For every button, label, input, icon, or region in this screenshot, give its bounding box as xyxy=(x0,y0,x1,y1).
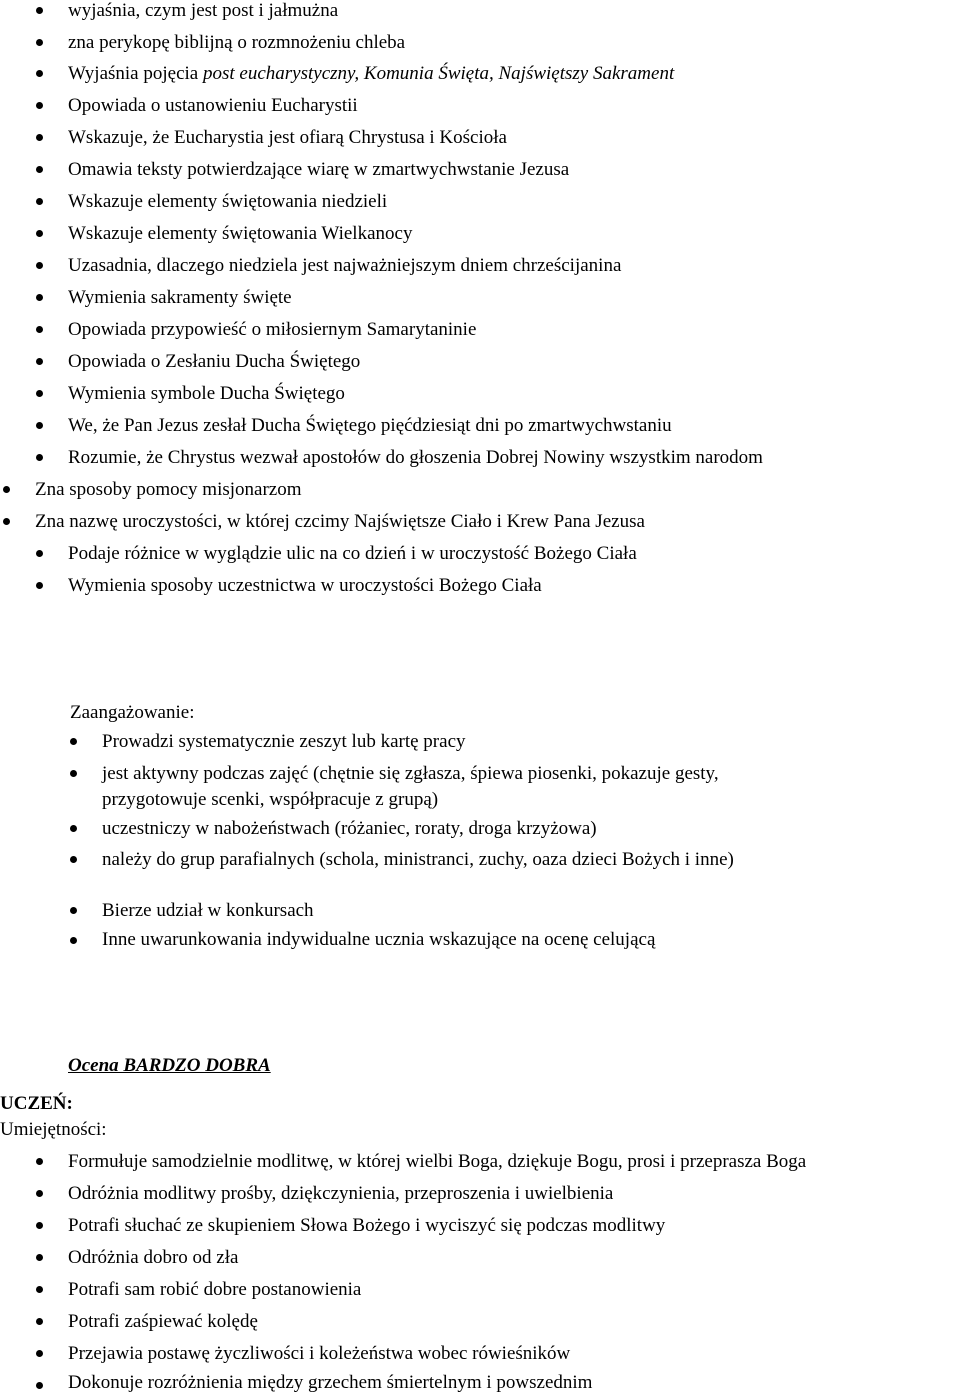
list-item: Podaje różnice w wyglądzie ulic na co dzień i w uroczystość Bożego Ciała xyxy=(68,543,637,564)
bullet xyxy=(70,770,77,777)
bullet xyxy=(36,39,43,46)
list-item: We, że Pan Jezus zesłał Ducha Świętego pięćdziesiąt dni po zmartwychwstaniu xyxy=(68,415,672,436)
list-item: Prowadzi systematycznie zeszyt lub kartę pracy xyxy=(102,731,466,752)
list-item: zna perykopę biblijną o rozmnożeniu chleba xyxy=(68,32,406,53)
list-item: uczestniczy w nabożeństwach (różaniec, roraty, droga krzyżowa) xyxy=(102,818,597,839)
bullet xyxy=(36,102,43,109)
bullet xyxy=(36,1158,43,1165)
bullet xyxy=(36,326,43,333)
bullet xyxy=(36,390,43,397)
bullet xyxy=(36,230,43,237)
bullet xyxy=(36,358,43,365)
list-item: Przejawia postawę życzliwości i koleżeństwa wobec rówieśników xyxy=(68,1343,571,1364)
skills-label: Umiejętności: xyxy=(0,1119,107,1140)
list-item: Omawia teksty potwierdzające wiarę w zmartwychwstanie Jezusa xyxy=(68,159,570,180)
bullet xyxy=(36,454,43,461)
list-item-continuation: przygotowuje scenki, współpracuje z grupą) xyxy=(102,789,439,810)
list-item: Wskazuje elementy świętowania Wielkanocy xyxy=(68,223,413,244)
list-item: należy do grup parafialnych (schola, ministranci, zuchy, oaza dzieci Bożych i inne) xyxy=(102,849,734,870)
bullet xyxy=(3,486,10,493)
terms-list: post eucharystyczny, Komunia Święta, Najświętszy Sakrament xyxy=(202,63,675,84)
list-item: Formułuje samodzielnie modlitwę, w której wielbi Boga, dziękuje Bogu, prosi i przeprasza Boga xyxy=(68,1151,807,1172)
bullet xyxy=(36,1254,43,1261)
list-item: Wymienia sakramenty święte xyxy=(68,287,292,308)
bullet xyxy=(36,1350,43,1357)
list-item: Dokonuje rozróżnienia między grzechem śmiertelnym i powszednim xyxy=(68,1372,593,1393)
bullet xyxy=(70,937,77,944)
grade-heading: Ocena BARDZO DOBRA xyxy=(68,1055,271,1076)
bullet xyxy=(36,198,43,205)
bullet xyxy=(36,1318,43,1325)
list-item: Wskazuje, że Eucharystia jest ofiarą Chrystusa i Kościoła xyxy=(68,127,507,148)
list-item: Wskazuje elementy świętowania niedzieli xyxy=(68,191,388,212)
list-item: Wymienia symbole Ducha Świętego xyxy=(68,383,345,404)
list-item: Potrafi sam robić dobre postanowienia xyxy=(68,1279,362,1300)
bullet xyxy=(70,738,77,745)
list-item: Potrafi słuchać ze skupieniem Słowa Bożego i wyciszyć się podczas modlitwy xyxy=(68,1215,666,1236)
list-item: Opowiada przypowieść o miłosiernym Samarytaninie xyxy=(68,319,477,340)
bullet xyxy=(36,262,43,269)
engagement-heading: Zaangażowanie: xyxy=(70,702,195,723)
bullet xyxy=(36,166,43,173)
list-item: Odróżnia modlitwy prośby, dziękczynienia, przeproszenia i uwielbienia xyxy=(68,1183,614,1204)
list-item: Zna sposoby pomocy misjonarzom xyxy=(35,479,302,500)
bullet xyxy=(36,70,43,77)
list-item: Zna nazwę uroczystości, w której czcimy Najświętsze Ciało i Krew Pana Jezusa xyxy=(35,511,645,532)
bullet xyxy=(36,1286,43,1293)
list-item: Inne uwarunkowania indywidualne ucznia wskazujące na ocenę celującą xyxy=(102,929,656,950)
bullet xyxy=(36,422,43,429)
bullet xyxy=(36,1222,43,1229)
bullet xyxy=(36,1382,43,1389)
list-item: Wymienia sposoby uczestnictwa w uroczystości Bożego Ciała xyxy=(68,575,542,596)
bullet xyxy=(36,582,43,589)
bullet xyxy=(70,825,77,832)
bullet xyxy=(36,134,43,141)
bullet xyxy=(70,856,77,863)
list-item: Bierze udział w konkursach xyxy=(102,900,314,921)
list-item: jest aktywny podczas zajęć (chętnie się zgłasza, śpiewa piosenki, pokazuje gesty, xyxy=(102,763,719,784)
list-item: Opowiada o ustanowieniu Eucharystii xyxy=(68,95,358,116)
student-label: UCZEŃ: xyxy=(0,1093,73,1114)
list-item: Potrafi zaśpiewać kolędę xyxy=(68,1311,258,1332)
bullet xyxy=(3,518,10,525)
list-item-terms xyxy=(68,63,674,85)
bullet xyxy=(36,1190,43,1197)
list-item: Odróżnia dobro od zła xyxy=(68,1247,239,1268)
bullet xyxy=(70,907,77,914)
terms-prefix: Wyjaśnia pojęcia xyxy=(68,63,203,84)
bullet xyxy=(36,7,43,14)
list-item: wyjaśnia, czym jest post i jałmużna xyxy=(68,0,339,21)
list-item: Rozumie, że Chrystus wezwał apostołów do głoszenia Dobrej Nowiny wszystkim narodom xyxy=(68,447,763,468)
bullet xyxy=(36,550,43,557)
list-item: Uzasadnia, dlaczego niedziela jest najważniejszym dniem chrześcijanina xyxy=(68,255,622,276)
list-item: Opowiada o Zesłaniu Ducha Świętego xyxy=(68,351,361,372)
bullet xyxy=(36,294,43,301)
